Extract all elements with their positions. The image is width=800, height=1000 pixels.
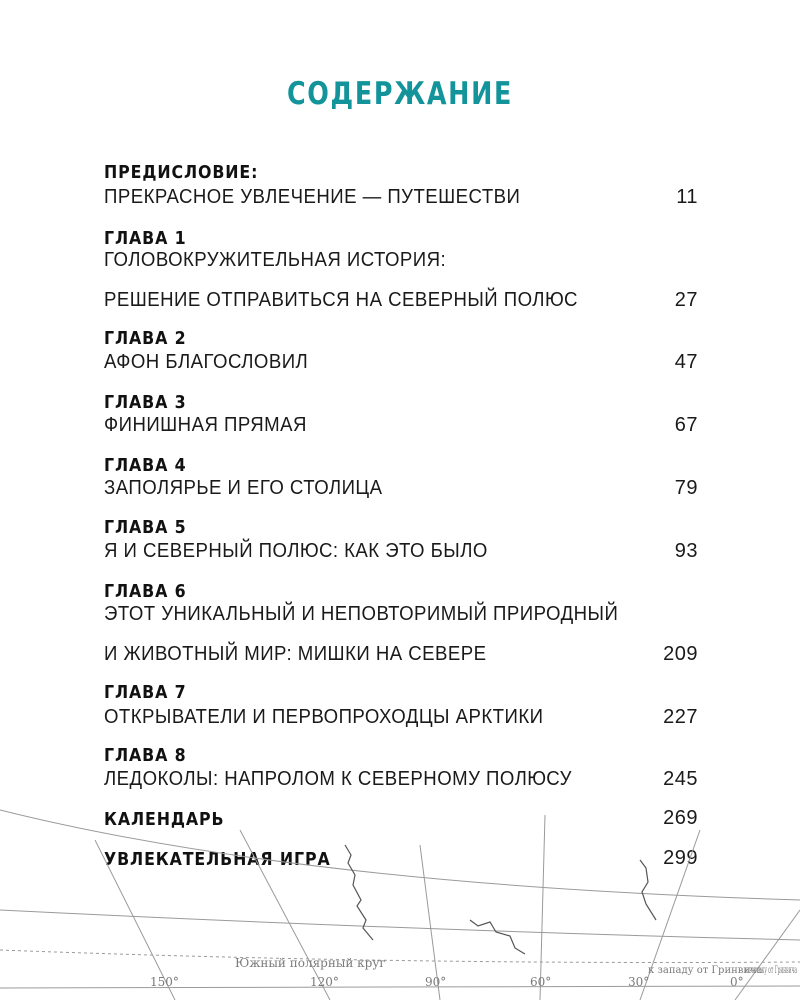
toc-heading-chapter-8: ГЛАВА 8 [104, 745, 187, 766]
map-label: 30° [628, 975, 650, 989]
toc-page-number: 11 [676, 186, 698, 208]
map-background-image [0, 790, 800, 1000]
toc-heading-game: УВЛЕКАТЕЛЬНАЯ ИГРА [104, 849, 331, 870]
toc-page-number: 27 [674, 289, 698, 311]
toc-heading-chapter-6: ГЛАВА 6 [104, 581, 187, 602]
toc-page-number: 67 [674, 414, 698, 436]
toc-heading-calendar: КАЛЕНДАРЬ [104, 809, 225, 830]
toc-line[interactable] [104, 706, 698, 729]
toc-line[interactable] [104, 186, 698, 209]
toc-line-text: ОТКРЫВАТЕЛИ И ПЕРВОПРОХОДЦЫ АРКТИКИ [104, 706, 544, 728]
toc-line-text: ЗАПОЛЯРЬЕ И ЕГО СТОЛИЦА [104, 477, 383, 499]
polar-circle-line [0, 950, 800, 963]
parallel-line [0, 910, 800, 940]
toc-line[interactable] [104, 768, 698, 791]
toc-line-text: ФИНИШНАЯ ПРЯМАЯ [104, 414, 307, 436]
toc-line[interactable] [104, 603, 698, 626]
coastline [470, 920, 525, 954]
toc-heading-chapter-4: ГЛАВА 4 [104, 455, 187, 476]
toc-heading-chapter-7: ГЛАВА 7 [104, 682, 187, 703]
toc-page-number: 269 [663, 807, 698, 829]
toc-line[interactable] [104, 249, 698, 272]
map-label: 60° [530, 975, 552, 989]
toc-page-number: 79 [674, 477, 698, 499]
toc-line-text: АФОН БЛАГОСЛОВИЛ [104, 351, 309, 373]
toc-heading-chapter-1: ГЛАВА 1 [104, 228, 187, 249]
toc-line-text: И ЖИВОТНЫЙ МИР: МИШКИ НА СЕВЕРЕ [104, 643, 487, 665]
toc-line-text: ЛЕДОКОЛЫ: НАПРОЛОМ К СЕВЕРНОМУ ПОЛЮСУ [104, 768, 572, 790]
toc-page-number: 93 [674, 540, 698, 562]
map-label: 150° [150, 975, 179, 989]
toc-line-text: РЕШЕНИЕ ОТПРАВИТЬСЯ НА СЕВЕРНЫЙ ПОЛЮС [104, 289, 578, 311]
map-label: 90° [425, 975, 447, 989]
toc-line[interactable] [104, 414, 698, 437]
meridian-line [540, 815, 545, 1000]
toc-heading-chapter-5: ГЛАВА 5 [104, 517, 187, 538]
toc-heading-chapter-3: ГЛАВА 3 [104, 392, 187, 413]
toc-line[interactable] [104, 643, 698, 666]
toc-page-number: 209 [663, 643, 698, 665]
toc-line[interactable] [104, 351, 698, 374]
toc-page-number: 227 [663, 706, 698, 728]
toc-line[interactable] [104, 540, 698, 563]
toc-page-number: 47 [674, 351, 698, 373]
toc-page-number: 299 [663, 847, 698, 869]
map-label: к западу от Гринвича [648, 965, 763, 976]
toc-line-text: Я И СЕВЕРНЫЙ ПОЛЮС: КАК ЭТО БЫЛО [104, 540, 488, 562]
parallel-line [0, 986, 800, 988]
map-label: Южный полярный круг [235, 956, 386, 970]
toc-heading-chapter-2: ГЛАВА 2 [104, 328, 187, 349]
map-label: 120° [310, 975, 339, 989]
map-label: к востоку от Гринвича [745, 965, 798, 976]
page-title: СОДЕРЖАНИЕ [286, 76, 514, 112]
toc-line-text: ГОЛОВОКРУЖИТЕЛЬНАЯ ИСТОРИЯ: [104, 249, 447, 271]
toc-line[interactable] [104, 289, 698, 312]
toc-line-text: ЭТОТ УНИКАЛЬНЫЙ И НЕПОВТОРИМЫЙ ПРИРОДНЫЙ [104, 603, 619, 625]
toc-heading-preface: ПРЕДИСЛОВИЕ: [104, 162, 259, 183]
toc-page-number: 245 [663, 768, 698, 790]
toc-line-text: ПРЕКРАСНОЕ УВЛЕЧЕНИЕ — ПУТЕШЕСТВИ [104, 186, 521, 208]
map-label: 0° [730, 975, 744, 989]
toc-line[interactable] [104, 477, 698, 500]
coastline [640, 860, 656, 920]
